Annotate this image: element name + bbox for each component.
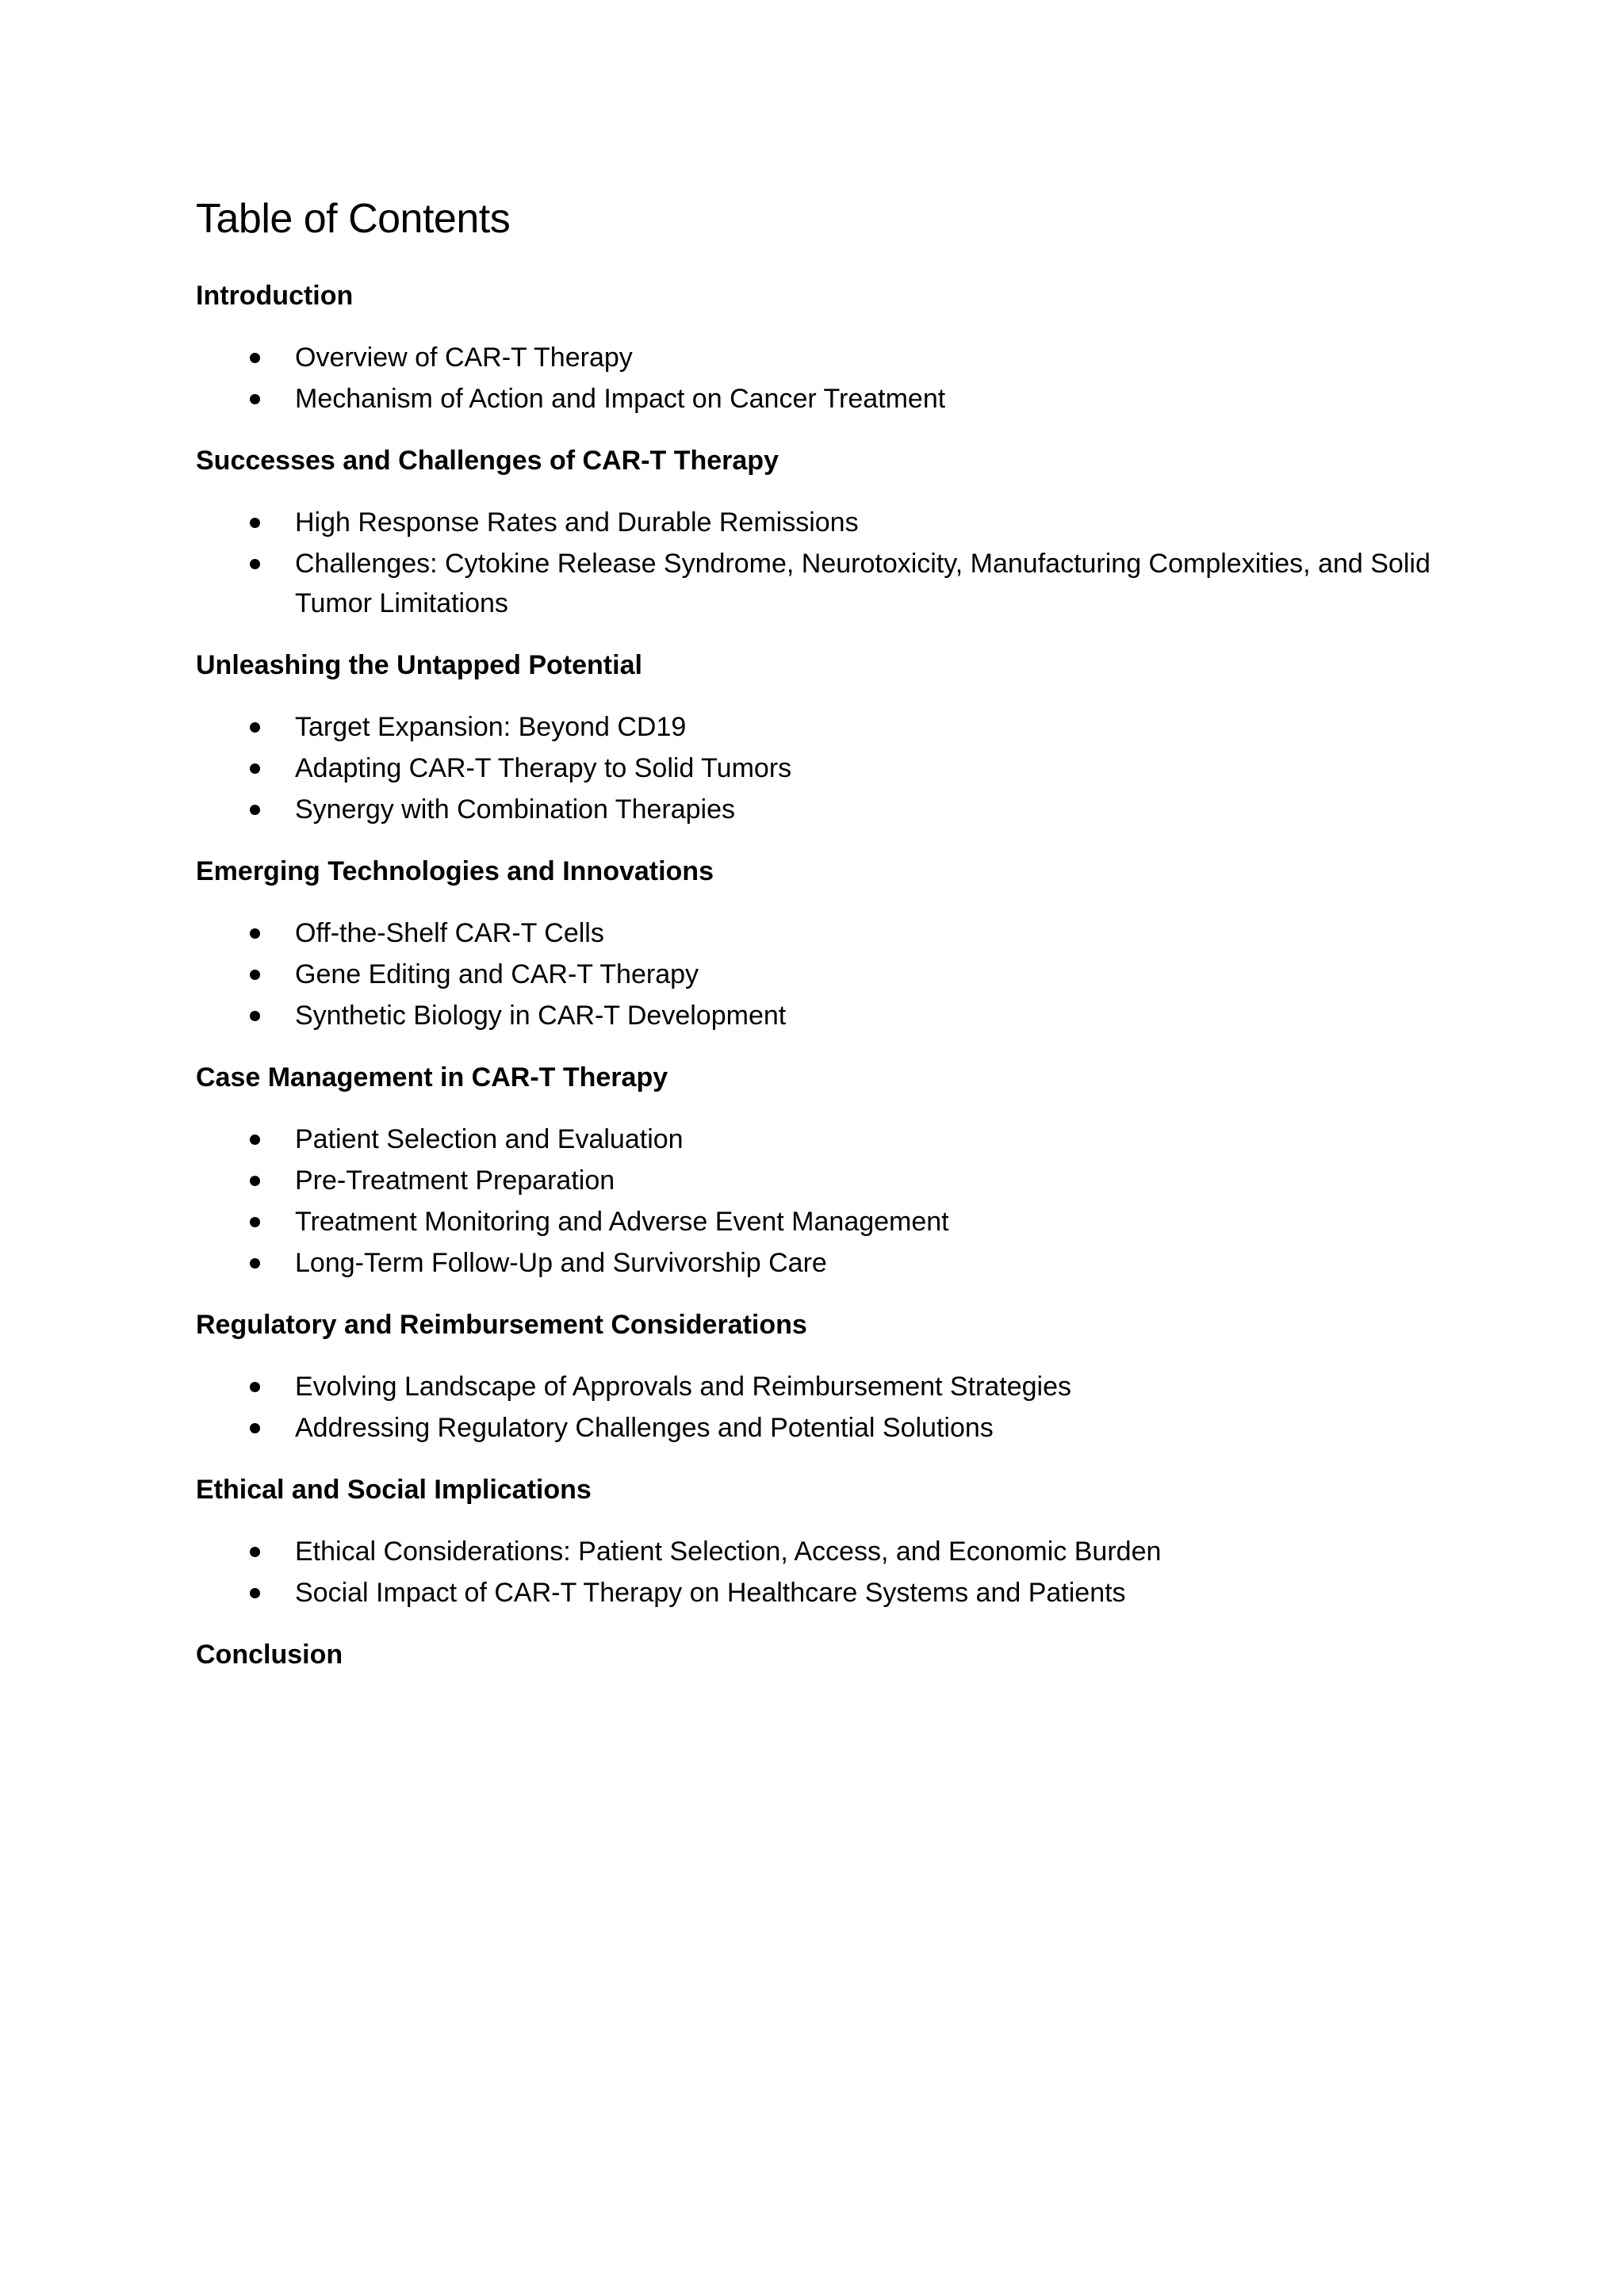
section-heading: Unleashing the Untapped Potential xyxy=(196,650,642,680)
list-item xyxy=(196,1408,1465,1448)
list-item xyxy=(196,1243,1465,1283)
list-item xyxy=(196,503,1465,542)
list-item xyxy=(196,707,1465,747)
list-item-text: Overview of CAR-T Therapy xyxy=(295,342,633,373)
section-item-list xyxy=(196,338,1465,419)
page-title: Table of Contents xyxy=(196,196,511,242)
toc-section xyxy=(196,645,1465,829)
list-item-text: Challenges: Cytokine Release Syndrome, Neurotoxicity, Manufacturing Complexities, and Solid Tumor Limitations xyxy=(295,549,1431,618)
bullet-icon xyxy=(250,1176,260,1186)
section-heading: Introduction xyxy=(196,281,354,311)
bullet-icon xyxy=(250,763,260,774)
section-item-list xyxy=(196,1532,1465,1613)
list-item xyxy=(196,338,1465,377)
section-heading: Case Management in CAR-T Therapy xyxy=(196,1062,668,1093)
list-item xyxy=(196,379,1465,419)
bullet-icon xyxy=(250,970,260,980)
list-item xyxy=(196,790,1465,829)
toc-sections xyxy=(196,276,1465,1674)
list-item-text: Pre-Treatment Preparation xyxy=(295,1165,615,1196)
bullet-icon xyxy=(250,1423,260,1433)
list-item-text: Mechanism of Action and Impact on Cancer Treatment xyxy=(295,384,946,414)
list-item xyxy=(196,955,1465,994)
toc-section xyxy=(196,851,1465,1035)
list-item-text: High Response Rates and Durable Remissions xyxy=(295,507,859,538)
toc-section xyxy=(196,1470,1465,1613)
section-item-list xyxy=(196,503,1465,623)
bullet-icon xyxy=(250,1382,260,1392)
list-item-text: Patient Selection and Evaluation xyxy=(295,1124,684,1154)
bullet-icon xyxy=(250,1258,260,1269)
section-item-list xyxy=(196,1119,1465,1283)
list-item-text: Addressing Regulatory Challenges and Potential Solutions xyxy=(295,1413,994,1443)
list-item-text: Target Expansion: Beyond CD19 xyxy=(295,712,687,742)
section-item-list xyxy=(196,1367,1465,1448)
list-item-text: Synergy with Combination Therapies xyxy=(295,794,735,825)
section-item-list xyxy=(196,707,1465,829)
bullet-icon xyxy=(250,1135,260,1145)
list-item-text: Off-the-Shelf CAR-T Cells xyxy=(295,918,604,948)
toc-section xyxy=(196,1305,1465,1448)
list-item-text: Ethical Considerations: Patient Selection, Access, and Economic Burden xyxy=(295,1536,1162,1567)
list-item xyxy=(196,1202,1465,1242)
section-heading: Regulatory and Reimbursement Considerations xyxy=(196,1310,807,1340)
list-item-text: Adapting CAR-T Therapy to Solid Tumors xyxy=(295,753,792,783)
list-item xyxy=(196,748,1465,788)
list-item-text: Evolving Landscape of Approvals and Reimbursement Strategies xyxy=(295,1372,1072,1402)
list-item xyxy=(196,1573,1465,1613)
list-item-text: Gene Editing and CAR-T Therapy xyxy=(295,959,699,989)
bullet-icon xyxy=(250,805,260,815)
list-item-text: Synthetic Biology in CAR-T Development xyxy=(295,1001,787,1031)
bullet-icon xyxy=(250,353,260,363)
toc-section xyxy=(196,1635,1465,1674)
bullet-icon xyxy=(250,518,260,528)
toc-section xyxy=(196,1058,1465,1283)
bullet-icon xyxy=(250,722,260,733)
list-item xyxy=(196,544,1465,623)
section-heading: Conclusion xyxy=(196,1640,343,1670)
section-heading: Successes and Challenges of CAR-T Therapy xyxy=(196,446,779,476)
toc-section xyxy=(196,276,1465,419)
bullet-icon xyxy=(250,394,260,404)
bullet-icon xyxy=(250,1011,260,1021)
list-item xyxy=(196,1119,1465,1159)
section-heading: Emerging Technologies and Innovations xyxy=(196,856,714,886)
list-item xyxy=(196,1161,1465,1200)
list-item-text: Treatment Monitoring and Adverse Event Management xyxy=(295,1207,949,1237)
list-item xyxy=(196,996,1465,1035)
bullet-icon xyxy=(250,559,260,569)
bullet-icon xyxy=(250,1547,260,1557)
list-item-text: Long-Term Follow-Up and Survivorship Care xyxy=(295,1248,827,1278)
list-item xyxy=(196,1532,1465,1571)
list-item-text: Social Impact of CAR-T Therapy on Healthcare Systems and Patients xyxy=(295,1578,1126,1608)
list-item xyxy=(196,913,1465,953)
bullet-icon xyxy=(250,1217,260,1227)
section-item-list xyxy=(196,913,1465,1035)
toc-section xyxy=(196,441,1465,623)
document-page xyxy=(196,190,1465,1697)
list-item xyxy=(196,1367,1465,1406)
section-heading: Ethical and Social Implications xyxy=(196,1475,592,1505)
bullet-icon xyxy=(250,1588,260,1598)
bullet-icon xyxy=(250,928,260,939)
